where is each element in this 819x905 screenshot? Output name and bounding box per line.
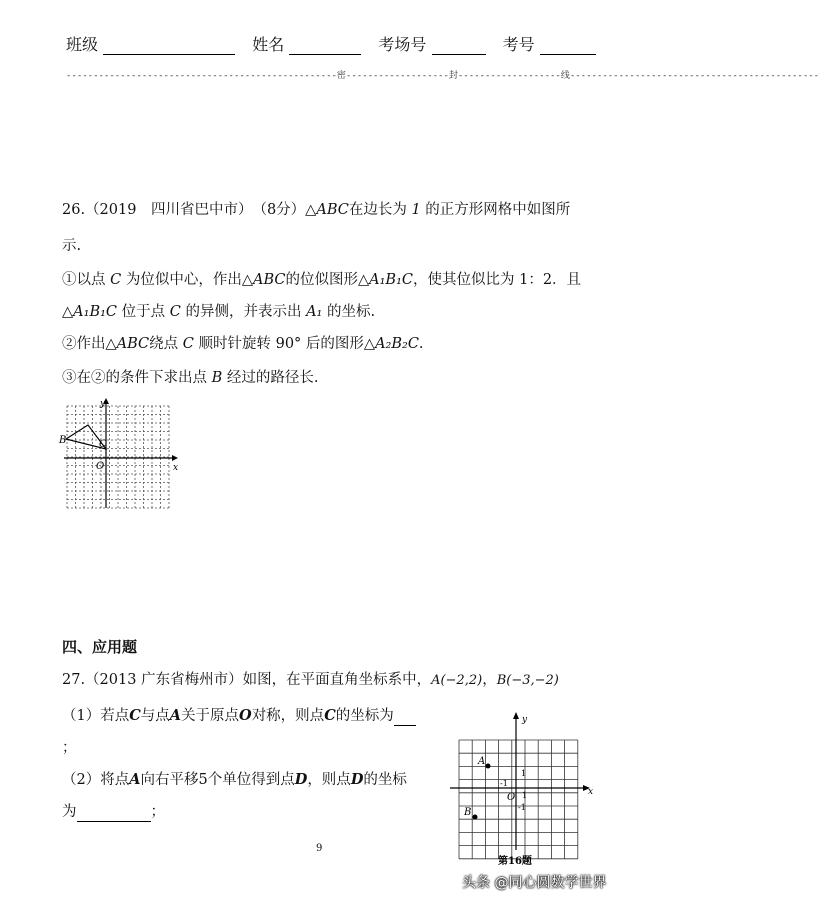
page-number: 9: [316, 843, 323, 854]
tick-neg1-x: -1: [500, 779, 508, 788]
seal-line: --------------------------------------------------密-------------------封-------------------线----------------------------------------------: [66, 71, 819, 81]
label-y: y: [522, 715, 528, 725]
q27-part1: （1）若点C与点A关于原点O对称，则点C的坐标为: [62, 706, 416, 726]
answer-blank-2[interactable]: [77, 806, 151, 822]
point-b: [473, 815, 478, 820]
answer-blank-1[interactable]: [394, 710, 416, 726]
name-field[interactable]: [289, 38, 361, 55]
q26-part3: ③在②的条件下求出点 B 经过的路径长.: [62, 370, 319, 386]
q27-part2-cont: 为 ；: [62, 804, 165, 820]
label-x: x: [173, 463, 179, 473]
label-o: O: [96, 461, 105, 472]
name-label: 姓名: [252, 35, 285, 54]
exam-header: [66, 32, 596, 55]
label-x: x: [588, 787, 594, 797]
number-label: 考号: [502, 35, 535, 54]
q27-part2: （2）将点A向右平移5个单位得到点D，则点D的坐标: [62, 771, 407, 788]
point-a: [486, 764, 491, 769]
solid-grid: [459, 740, 578, 859]
label-c: C: [99, 439, 107, 450]
dashed-grid: [67, 406, 169, 508]
label-o: O: [507, 792, 516, 803]
q26-part1: ①以点 C 为位似中心，作出△ABC的位似图形△A₁B₁C，使其位似比为 1：2．且: [62, 272, 582, 288]
label-a: A: [478, 756, 486, 767]
q26-part1-cont: △A₁B₁C 位于点 C 的异侧，并表示出 A₁ 的坐标.: [62, 304, 376, 320]
room-field[interactable]: [432, 38, 486, 55]
figure-caption: 第16题: [498, 856, 532, 867]
tick-neg1-y: -1: [518, 803, 526, 812]
label-b: B: [59, 435, 67, 446]
class-field[interactable]: [103, 38, 235, 55]
tick-1-y: 1: [521, 769, 527, 778]
q27-line1: 27.（2013 广东省梅州市）如图，在平面直角坐标系中，A(−2,2)，B(−3,−2): [62, 672, 559, 688]
q26-line2: 示.: [62, 238, 82, 254]
section-title: 四、应用题: [62, 638, 138, 656]
q26-part2: ②作出△ABC绕点 C 顺时针旋转 90° 后的图形△A₂B₂C.: [62, 336, 424, 352]
q26-grid-figure: [56, 396, 186, 516]
q26-line1: 26.（2019 四川省巴中市） （8分）△ABC在边长为 1 的正方形网格中如图所: [62, 202, 571, 218]
watermark: 头条 @同心圆数学世界: [462, 875, 607, 891]
label-b: B: [464, 807, 472, 818]
q27-semicolon: ；: [62, 740, 77, 756]
q27-grid-figure: [440, 710, 600, 868]
room-label: 考场号: [378, 35, 427, 54]
y-axis-arrow: [513, 712, 519, 719]
x-axis-arrow: [172, 455, 178, 461]
tick-1-x: 1: [522, 791, 528, 800]
number-field[interactable]: [540, 38, 596, 55]
label-y: y: [100, 399, 106, 409]
class-label: 班级: [66, 35, 99, 54]
